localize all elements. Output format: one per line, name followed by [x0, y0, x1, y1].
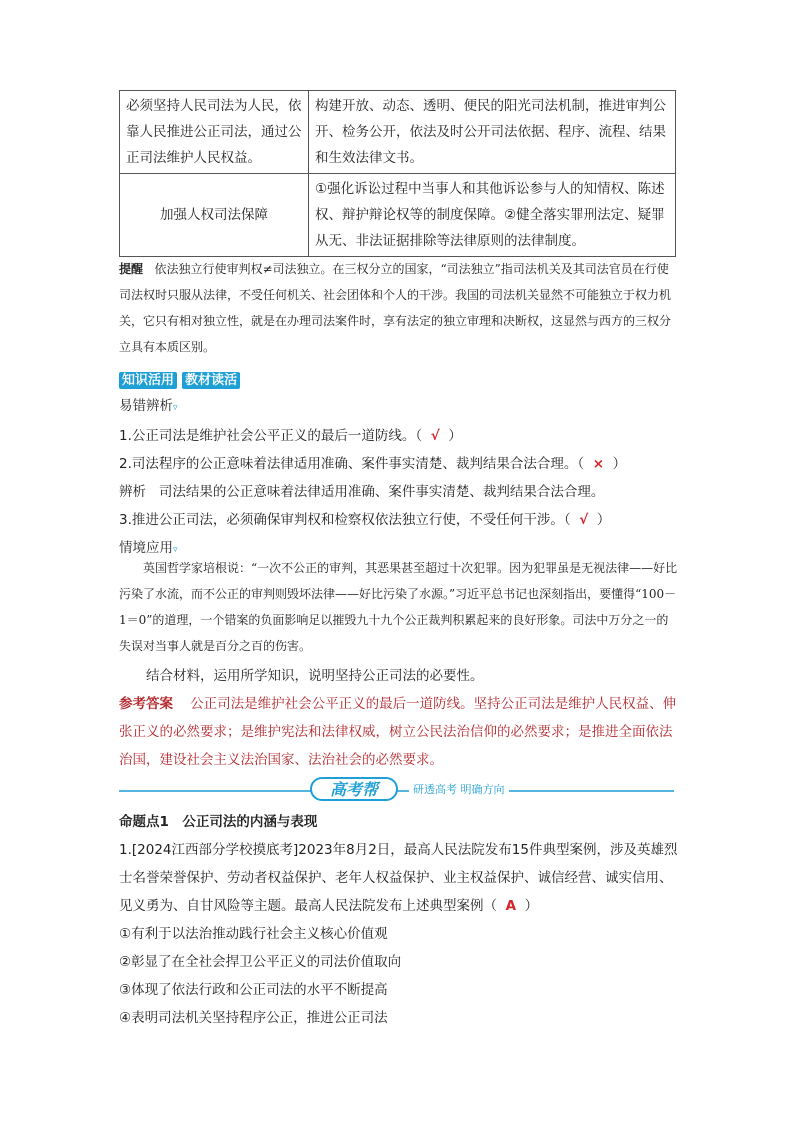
- list-item: 3.推进公正司法，必须确保审判权和检察权依法独立行使，不受任何干涉。（ √ ）: [119, 512, 611, 528]
- table-row: [120, 91, 676, 174]
- table-cell: 构建开放、动态、透明、便民的阳光司法机制，推进审判公开、检务公开，依法及时公开司法依据、程序、流程、结果和生效法律文书。: [309, 91, 676, 174]
- answer-choice: A: [505, 898, 517, 914]
- list-item: ③体现了依法行政和公正司法的水平不断提高: [119, 982, 388, 998]
- list-item: 2.司法程序的公正意味着法律适用准确、案件事实清楚、裁判结果合法合理。（ × ）: [119, 456, 627, 472]
- question: 1.[2024江西部分学校摸底考]2023年8月2日，最高人民法院发布15件典型案例，涉及英雄烈士名誉荣誉保护、劳动者权益保护、老年人权益保护、业主权益保护、诚信经营、诚实信用、见义勇为、自甘风险等主题。最高人民法院发布上述典型案例（ A ）: [119, 842, 678, 914]
- chevron-down-icon: ▿: [173, 403, 178, 413]
- list-item: ②彰显了在全社会捍卫公平正义的司法价值取向: [119, 954, 402, 970]
- gaokao-banner: [119, 776, 674, 804]
- reminder-text: 依法独立行使审判权≠司法独立。在三权分立的国家，“司法独立”指司法机关及其司法官员在行使司法权时只服从法律，不受任何机关、社会团体和个人的干涉。我国的司法机关显然不可能独立于权力机关，它只有相对独立性，就是在办理司法案件时，享有法定的独立审理和决断权，这显然与西方的三权分立具有本质区别。: [119, 262, 672, 354]
- reminder-label: 提醒: [119, 262, 144, 276]
- list-item: ④表明司法机关坚持程序公正，推进公正司法: [119, 1010, 388, 1026]
- check-mark: √: [579, 512, 589, 528]
- cross-mark: ×: [592, 456, 605, 472]
- scenario-material: 英国哲学家培根说：“一次不公正的审判，其恶果甚至超过十次犯罪。因为犯罪虽是无视法律——好比污染了水流，而不公正的审判则毁坏法律——好比污染了水源。”习近平总书记也深刻指出，要懂得“100－1＝0”的道理，一个错案的负面影响足以摧毁九十九个公正裁判积累起来的良好形象。司法中万分之一的失误对当事人就是百分之百的伤害。: [119, 561, 678, 653]
- check-mark: √: [430, 428, 440, 444]
- answer-text: 公正司法是维护社会公平正义的最后一道防线。坚持公正司法是维护人民权益、伸张正义的必然要求；是维护宪法和法律权威，树立公民法治信仰的必然要求；是推进全面依法治国，建设社会主义法治国家、法治社会的必然要求。: [119, 696, 677, 768]
- list-item: 1.公正司法是维护社会公平正义的最后一道防线。（ √ ）: [119, 428, 462, 444]
- section-tag-knowledge: 知识活用: [119, 372, 177, 389]
- answer-label: 参考答案: [119, 696, 173, 712]
- reminder-note: [119, 256, 679, 360]
- chevron-down-icon: ▿: [173, 545, 178, 555]
- reference-answer: [119, 690, 679, 774]
- table-cell: 必须坚持人民司法为人民，依靠人民推进公正司法，通过公正司法维护人民权益。: [120, 91, 309, 174]
- analysis: 辨析 司法结果的公正意味着法律适用准确、案件事实清楚、裁判结果合法合理。: [119, 484, 605, 500]
- proposition: [119, 808, 679, 1032]
- easy-errors: [119, 392, 679, 564]
- scenario-heading: 情境应用▿: [119, 540, 178, 556]
- summary-table: [119, 90, 676, 257]
- table-cell: 加强人权司法保障: [120, 174, 309, 257]
- easy-errors-heading: 易错辨析▿: [119, 398, 178, 414]
- section-tag-textbook: 教材读活: [182, 372, 240, 389]
- proposition-heading: 命题点1 公正司法的内涵与表现: [119, 814, 318, 830]
- section-tags: [119, 369, 679, 389]
- banner-subtitle: 研透高考 明确方向: [409, 781, 509, 799]
- scenario-question: 结合材料，运用所学知识，说明坚持公正司法的必要性。: [146, 668, 484, 684]
- banner-title: 高考帮: [310, 777, 398, 801]
- table-cell: ①强化诉讼过程中当事人和其他诉讼参与人的知情权、陈述权、辩护辩论权等的制度保障。②健全落实罪刑法定、疑罪从无、非法证据排除等法律原则的法律制度。: [309, 174, 676, 257]
- list-item: ①有利于以法治推动践行社会主义核心价值观: [119, 926, 388, 942]
- table-row: [120, 174, 676, 257]
